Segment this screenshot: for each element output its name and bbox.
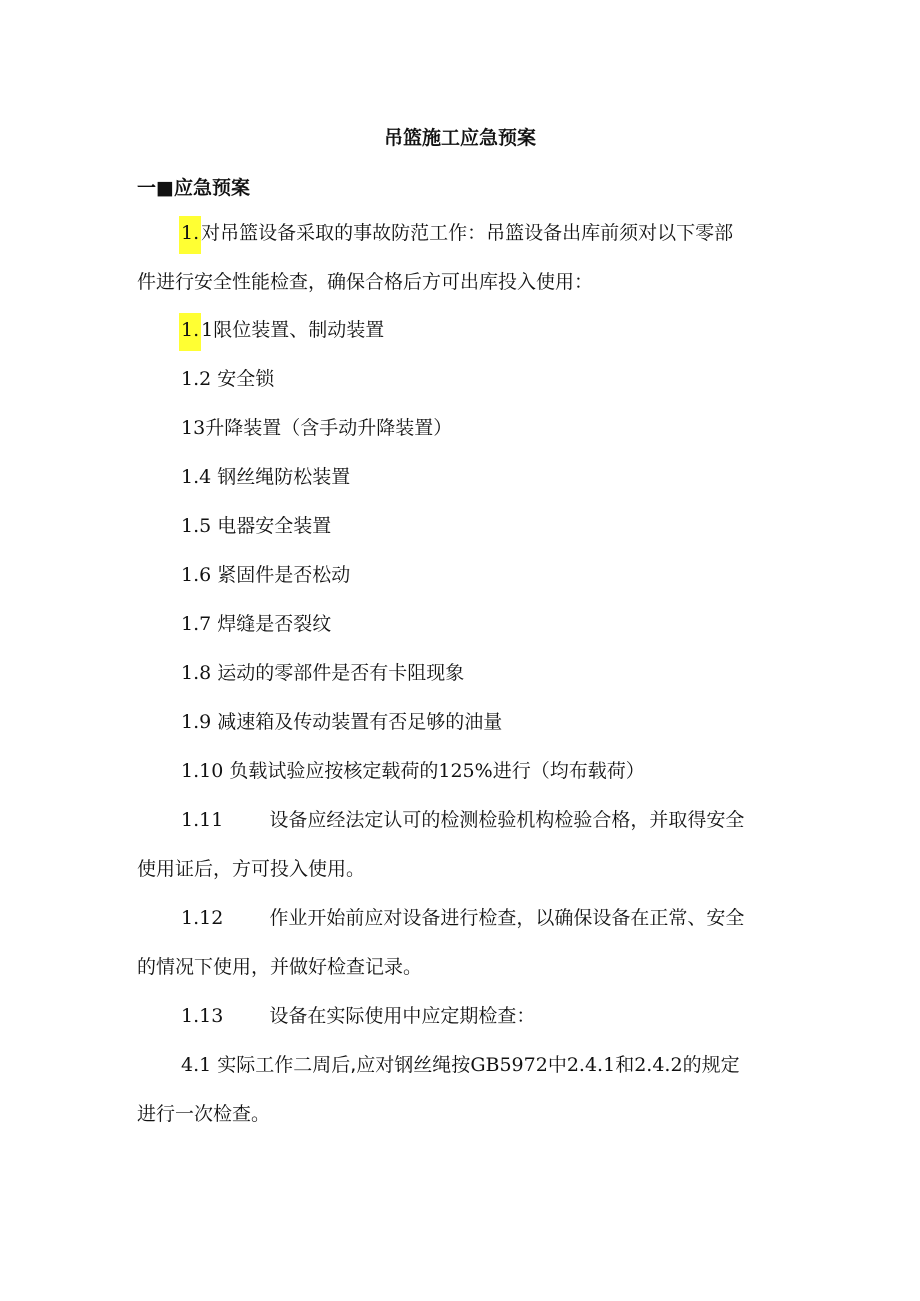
paragraph-1-12-line-2: 的情况下使用，并做好检查记录。	[137, 956, 423, 978]
item-number: 1.13	[181, 1005, 224, 1027]
paragraph-text: 实际工作二周后,应对钢丝绳按	[217, 1054, 471, 1076]
highlighted-number: 1.	[179, 313, 201, 351]
item-number: 1.7	[181, 613, 212, 635]
clause-ref: 2.4.2	[634, 1054, 683, 1076]
item-number: 13	[181, 417, 206, 439]
item-text: 安全锁	[217, 368, 275, 390]
paragraph-1-11-line-2: 使用证后，方可投入使用。	[137, 858, 366, 880]
standard-code: GB5972	[470, 1054, 548, 1076]
clause-ref: 2.4.1	[566, 1054, 616, 1076]
list-item	[181, 316, 384, 344]
item-text: 钢丝绳防松装置	[217, 466, 351, 488]
item-number: 4.1	[181, 1054, 212, 1076]
item-text: 升降装置（含手动升降装置）	[205, 417, 453, 439]
list-item	[181, 708, 502, 736]
item-text: 减速箱及传动装置有否足够的油量	[217, 711, 503, 733]
item-number: 1.5	[181, 515, 212, 537]
paragraph-1-line-2: 件进行安全性能检查，确保合格后方可出库投入使用：	[137, 271, 594, 293]
section-heading: 一■应急预案	[137, 177, 250, 199]
list-item	[181, 365, 274, 393]
paragraph-text: 对吊篮设备采取的事故防范工作：吊篮设备出库前须对以下零部	[201, 222, 734, 244]
paragraph-text: 设备在实际使用中应定期检查：	[269, 1005, 536, 1027]
list-item	[181, 561, 350, 589]
percentage: 125%	[438, 760, 493, 782]
item-text-suffix: 进行（均布载荷）	[492, 760, 645, 782]
item-number-suffix: 1	[201, 319, 214, 341]
item-text: 电器安全装置	[217, 515, 332, 537]
paragraph-text: 中	[547, 1054, 567, 1076]
item-text: 运动的零部件是否有卡阻现象	[217, 662, 465, 684]
paragraph-1-13	[181, 1002, 535, 1030]
list-item	[181, 659, 464, 687]
item-number: 1.6	[181, 564, 212, 586]
paragraph-text: 作业开始前应对设备进行检查，以确保设备在正常、安全	[269, 907, 745, 929]
document-title: 吊篮施工应急预案	[383, 127, 536, 149]
paragraph-4-1-line-2: 进行一次检查。	[137, 1103, 271, 1125]
paragraph-1-12-line-1	[181, 904, 744, 932]
item-text: 焊缝是否裂纹	[217, 613, 332, 635]
item-text: 负载试验应按核定载荷的	[229, 760, 439, 782]
item-number: 1.2	[181, 368, 212, 390]
item-text: 紧固件是否松动	[217, 564, 351, 586]
item-number: 1.8	[181, 662, 212, 684]
highlighted-number: 1.	[179, 216, 201, 254]
item-text: 限位装置、制动装置	[213, 319, 385, 341]
item-number: 1.10	[181, 760, 224, 782]
list-item	[181, 610, 331, 638]
paragraph-text: 和	[615, 1054, 635, 1076]
list-item	[181, 414, 452, 442]
paragraph-text: 设备应经法定认可的检测检验机构检验合格，并取得安全	[269, 809, 745, 831]
list-item	[181, 512, 331, 540]
item-number: 1.9	[181, 711, 212, 733]
paragraph-1-11-line-1	[181, 806, 744, 834]
paragraph-1-line-1	[181, 219, 733, 247]
list-item	[181, 757, 645, 785]
paragraph-text: 的规定	[682, 1054, 740, 1076]
item-number: 1.12	[181, 907, 224, 929]
item-number: 1.4	[181, 466, 212, 488]
item-number: 1.11	[181, 809, 224, 831]
list-item	[181, 463, 350, 491]
paragraph-4-1-line-1	[181, 1051, 740, 1079]
